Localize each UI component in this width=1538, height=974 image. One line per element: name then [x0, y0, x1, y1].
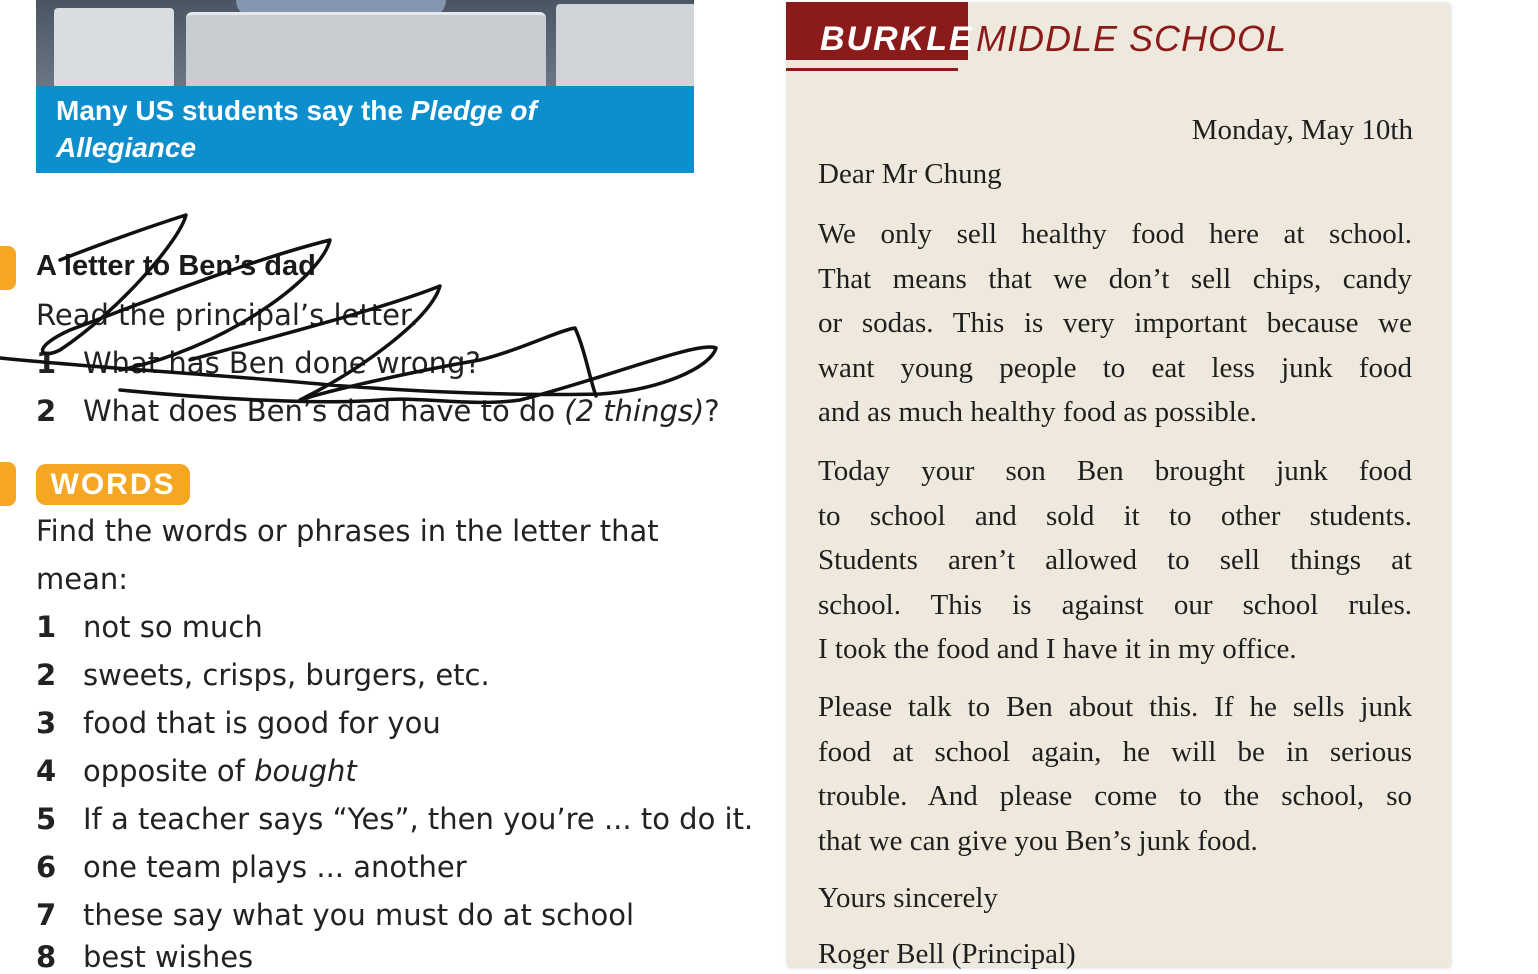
words-item: [36, 658, 490, 692]
words-item: [36, 706, 441, 740]
letter-paragraph: [818, 449, 1412, 672]
letter-line: that we can give you Ben’s junk food.: [818, 824, 1258, 857]
item-text: one team plays ... another: [83, 850, 467, 884]
computer-monitor: [54, 8, 174, 86]
letter-line: to school and sold it to other students.: [818, 499, 1412, 532]
caption-text: every morning.: [56, 169, 257, 200]
question-item: [36, 394, 720, 428]
letter-line: We only sell healthy food here at school.: [818, 218, 1412, 250]
item-italic: bought: [254, 754, 357, 788]
item-number: 7: [36, 898, 57, 932]
photo-caption: [36, 86, 694, 200]
words-badge: WORDS: [36, 464, 190, 505]
question-number: 1: [36, 346, 57, 380]
letter-line: and as much healthy food as possible.: [818, 396, 1257, 428]
item-number: 6: [36, 850, 57, 884]
question-number: 2: [36, 394, 57, 428]
letter-line: Please talk to Ben about this. If he sells junk: [818, 691, 1412, 723]
question-text: What has Ben done wrong?: [83, 346, 481, 380]
caption-italic: Pledge of Allegiance: [56, 95, 537, 163]
letter-line: I took the food and I have it in my office.: [818, 633, 1297, 665]
item-number: 1: [36, 610, 57, 644]
item-number: 4: [36, 754, 57, 788]
letter-line: trouble. And please come to the school, so: [818, 780, 1412, 812]
letter-closing: Yours sincerely: [818, 882, 998, 914]
item-number: 3: [36, 706, 57, 740]
item-text: food that is good for you: [83, 706, 441, 740]
item-number: 5: [36, 802, 57, 836]
question-italic: (2 things): [564, 394, 705, 428]
words-item: [36, 754, 357, 788]
item-text: opposite of: [83, 754, 255, 788]
letter-line: Today your son Ben brought junk food: [818, 455, 1412, 487]
item-text: If a teacher says “Yes”, then you’re ... to do it.: [83, 802, 754, 836]
words-intro: mean:: [36, 562, 129, 596]
school-name-rest: MIDDLE SCHOOL: [976, 18, 1288, 59]
letter-line: school. This is against our school rules.: [818, 588, 1412, 621]
computer-monitor: [556, 4, 694, 86]
item-text: these say what you must do at school: [83, 898, 635, 932]
question-item: [36, 346, 481, 380]
words-item: [36, 802, 753, 836]
words-item: [36, 898, 634, 932]
header-underline: [786, 68, 958, 71]
letter-greeting: Dear Mr Chung: [818, 158, 1002, 190]
school-name-bold: BURKLE: [786, 2, 968, 60]
item-text: sweets, crisps, burgers, etc.: [83, 658, 490, 692]
item-number: 8: [36, 940, 57, 974]
letter-line: food at school again, he will be in serious: [818, 735, 1412, 768]
classroom-photo: [36, 0, 694, 86]
words-item: [36, 610, 263, 644]
words-intro: Find the words or phrases in the letter that: [36, 514, 659, 548]
words-item: [36, 940, 253, 974]
words-item: [36, 850, 467, 884]
letter-date: Monday, May 10th: [1191, 114, 1413, 146]
exercise-instruction: Read the principal’s letter.: [36, 298, 419, 332]
exercise-tab-marker: [0, 246, 16, 290]
letter-line: That means that we don’t sell chips, candy: [818, 262, 1412, 295]
letter-line: or sodas. This is very important because we: [818, 307, 1412, 339]
letter-line: want young people to eat less junk food: [818, 351, 1412, 384]
item-text: not so much: [83, 610, 263, 644]
letter-signature: Roger Bell (Principal): [818, 938, 1076, 970]
exercise-title: A letter to Ben’s dad: [36, 250, 316, 282]
item-text: best wishes: [83, 940, 254, 974]
letter-line: Students aren’t allowed to sell things at: [818, 544, 1412, 576]
computer-monitor: [186, 12, 546, 86]
item-number: 2: [36, 658, 57, 692]
question-text: What does Ben’s dad have to do: [83, 394, 565, 428]
letter-paragraph: [818, 685, 1412, 863]
question-tail: ?: [704, 394, 720, 428]
words-tab-marker: [0, 462, 16, 506]
letter-paragraph: [818, 212, 1412, 435]
caption-text: Many US students say the: [56, 95, 411, 126]
